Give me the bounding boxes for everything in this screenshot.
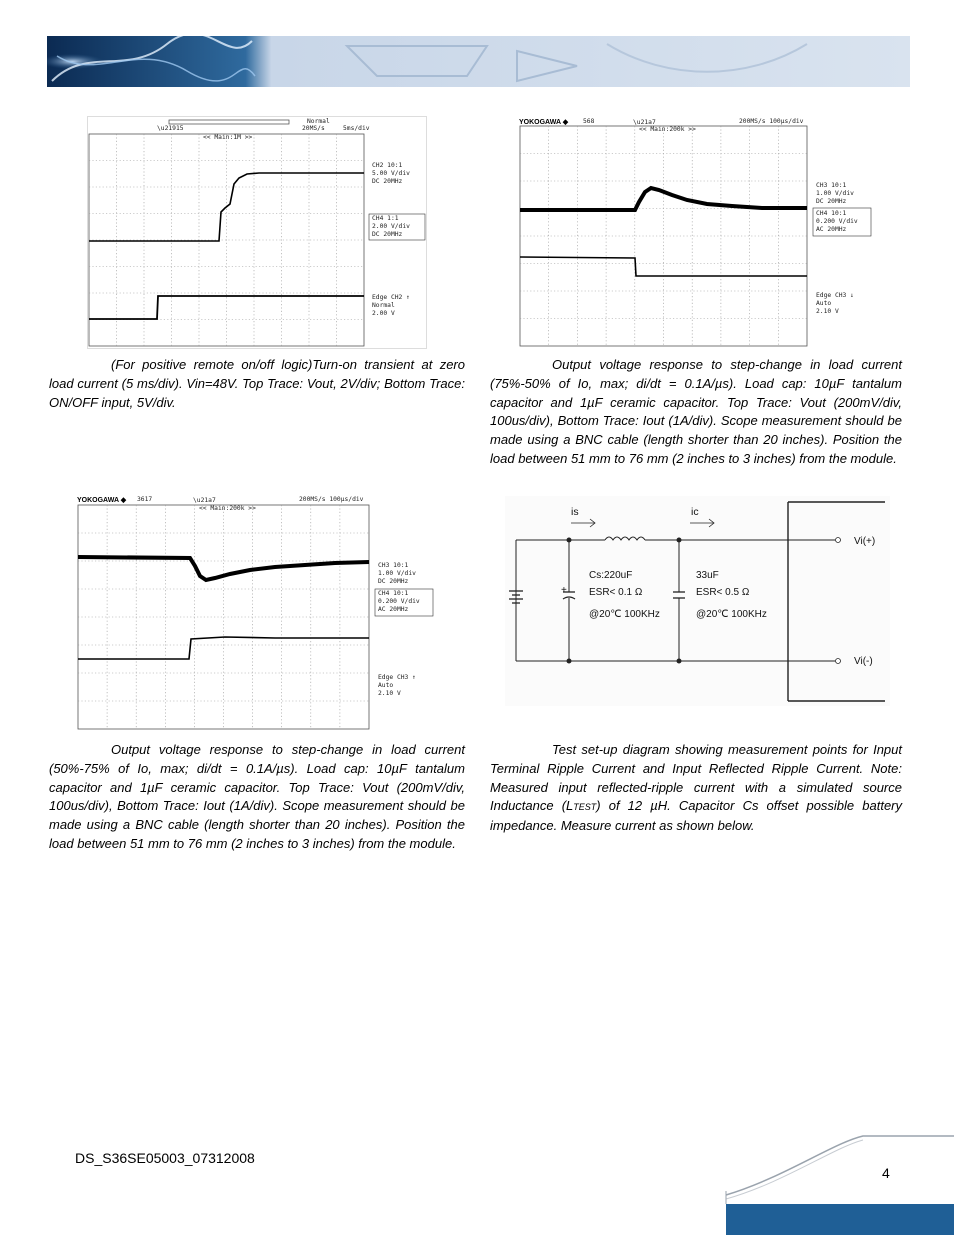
scope2-ch3-b: 1.00 V/div	[816, 190, 854, 197]
svg-text:+: +	[561, 585, 567, 596]
scope3-ch3-b: 1.00 V/div	[378, 570, 416, 577]
scope1-trigger-c: 2.00 V	[372, 310, 395, 317]
scope1-ch2-a: CH2 10:1	[372, 162, 403, 169]
scope3-count: 3617	[137, 496, 153, 503]
scope3-ch3-a: CH3 10:1	[378, 562, 409, 569]
scope1-trigger-a: Edge CH2 ↑	[372, 294, 410, 301]
scope2-ch4-b: 0.200 V/div	[816, 218, 858, 225]
scope1-header-3: 5ms/div	[343, 125, 370, 132]
caption-turn-on	[49, 356, 465, 412]
cs-cond: @20℃ 100KHz	[589, 609, 660, 620]
header-banner	[47, 36, 910, 87]
page-number: 4	[882, 1165, 890, 1181]
scope1-ch2-b: 5.00 V/div	[372, 170, 410, 177]
scope1-ch4-b: 2.00 V/div	[372, 223, 410, 230]
scope1-ch4-c: DC 20MHz	[372, 231, 403, 238]
caption-step-down	[490, 356, 902, 469]
footer-corner-graphic	[723, 1133, 954, 1235]
caption-test-setup-sub: TEST	[573, 802, 597, 813]
scope2-trigger-c: 2.10 V	[816, 308, 839, 315]
scope1-ch4-a: CH4 1:1	[372, 215, 399, 222]
scope3-trigger-b: Auto	[378, 682, 394, 689]
caption-test-setup	[490, 741, 902, 836]
scope-turn-on-figure	[87, 116, 427, 349]
scope2-ch4-a: CH4 10:1	[816, 210, 847, 217]
vi-plus-label: Vi(+)	[854, 536, 876, 547]
scope3-ch4-b: 0.200 V/div	[378, 598, 420, 605]
scope2-ch3-c: DC 20MHz	[816, 198, 847, 205]
svg-text:\u21a7: \u21a7	[633, 119, 656, 126]
c-value: 33uF	[696, 570, 719, 581]
scope1-header-2: 20MS/s	[302, 125, 325, 132]
scope2-trigger-b: Auto	[816, 300, 832, 307]
scope2-ch3-a: CH3 10:1	[816, 182, 847, 189]
caption-step-down-text: Output voltage response to step-change in load current (75%-50% of Io, max; di/dt = 0.1A/µs). Load cap: 10µF tantalum capacitor and 1µF ceramic capacitor. Top Trace: Vout (200mV/div, 100us/div), Bottom Trace: Iout (1A/div). Scope measurement should be made using a BNC cable (length shorter than 20 inches). Position the load between 51 mm to 76 mm (2 inches to 3 inches) from the module.	[490, 357, 902, 466]
c-esr: ESR< 0.5 Ω	[696, 587, 750, 598]
svg-text:\u21a7: \u21a7	[193, 497, 216, 504]
scope2-trigger-a: Edge CH3 ↓	[816, 292, 854, 299]
scope2-count: 568	[583, 118, 595, 125]
scope3-brand: YOKOGAWA ◆	[77, 497, 127, 504]
svg-text:\u21915: \u21915	[157, 125, 184, 132]
caption-test-setup-text-2: ) of 12 µH. Capacitor Cs offset possible battery impedance. Measure current as shown below.	[490, 798, 903, 834]
scope3-header: 200MS/s 100μs/div	[299, 496, 364, 503]
label-ic: ic	[691, 506, 699, 518]
scope1-header-1: Normal	[307, 118, 330, 125]
scope2-header: 200MS/s 100μs/div	[739, 118, 804, 125]
scope2-ch4-c: AC 20MHz	[816, 226, 847, 233]
vi-minus-label: Vi(-)	[854, 656, 873, 667]
cs-value: Cs:220uF	[589, 570, 633, 581]
cs-esr: ESR< 0.1 Ω	[589, 587, 643, 598]
scope2-brand: YOKOGAWA ◆	[519, 119, 569, 126]
scope3-ch3-c: DC 20MHz	[378, 578, 409, 585]
label-is: is	[571, 506, 579, 518]
scope3-trigger-a: Edge CH3 ↑	[378, 674, 416, 681]
scope1-trigger-b: Normal	[372, 302, 395, 309]
scope3-subheader: << Main:200k >>	[199, 505, 256, 512]
scope-step-down-figure	[517, 116, 872, 349]
c-cond: @20℃ 100KHz	[696, 609, 767, 620]
scope3-ch4-c: AC 20MHz	[378, 606, 409, 613]
scope1-subheader: << Main:1M >>	[203, 134, 253, 141]
caption-step-up-text: Output voltage response to step-change in load current (50%-75% of Io, max; di/dt = 0.1A/µs). Load cap: 10µF tantalum capacitor and 1µF ceramic capacitor. Top Trace: Vout (200mV/div, 100us/div), Bottom Trace: Iout (1A/div). Scope measurement should be made using a BNC cable (length shorter than 20 inches). Position the load between 51 mm to 76 mm (2 inches to 3 inches) from the module.	[49, 742, 465, 851]
scope2-subheader: << Main:200k >>	[639, 126, 696, 133]
scope3-trigger-c: 2.10 V	[378, 690, 401, 697]
scope-step-up-figure	[75, 494, 435, 730]
caption-turn-on-text: (For positive remote on/off logic)Turn-on transient at zero load current (5 ms/div). Vin=48V. Top Trace: Vout, 2V/div; Bottom Trace: ON/OFF input, 5V/div.	[49, 357, 465, 410]
scope1-ch2-c: DC 20MHz	[372, 178, 403, 185]
test-setup-diagram	[505, 496, 890, 706]
scope3-ch4-a: CH4 10:1	[378, 590, 409, 597]
footer-doc-id: DS_S36SE05003_07312008	[75, 1150, 255, 1166]
caption-test-setup-text-1: Test set-up diagram showing measurement points for Input Terminal Ripple Current and Input Reflected Ripple Current. Note: Measured input reflected-ripple current with a simulated source Inductance (L	[490, 742, 902, 814]
caption-step-up	[49, 741, 465, 854]
